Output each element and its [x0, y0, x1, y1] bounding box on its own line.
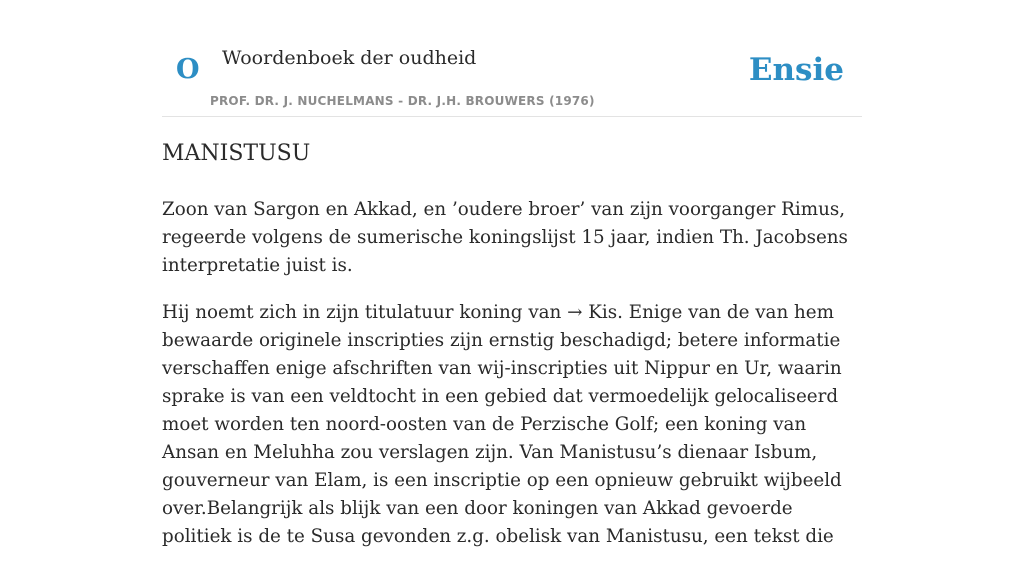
entry-paragraph — [162, 196, 862, 280]
kis-cross-reference-link[interactable]: → Kis — [567, 302, 618, 323]
paragraph-text: Zoon van Sargon en Akkad, en ’oudere broer’ van zijn voorganger Rimus, regeerde volgens de sumerische koningslijst 15 jaar, indien Th. Jacobsens interpretatie juist is. — [162, 199, 848, 276]
paragraph-text: Hij noemt zich in zijn titulatuur koning van — [162, 302, 568, 323]
book-authors: PROF. DR. J. NUCHELMANS - DR. J.H. BROUWERS (1976) — [210, 94, 595, 108]
paragraph-text: . Enige van de van hem bewaarde originele inscripties zijn ernstig beschadigd; betere informatie verschaffen enige afschriften van wij-inscripties uit Nippur en Ur, waarin sprake is van een veldtocht in een gebied dat vermoedelijk gelocaliseerd moet worden ten noord-oosten van de Perzische Golf; een koning van Ansan en Meluhha zou verslagen zijn. Van Manistusu’s dienaar Isbum, gouverneur van Elam, is een inscriptie op een opnieuw gebruikt wijbeeld over.Belangrijk als blijk van een door koningen van Akkad gevoerde politiek is de te Susa gevonden z.g. obelisk van Manistusu, een tekst die — [162, 302, 842, 547]
entry-title: MANISTUSU — [162, 141, 311, 166]
book-header — [162, 0, 862, 117]
book-title[interactable]: Woordenboek der oudheid — [222, 47, 477, 69]
ensie-logo[interactable]: Ensie — [748, 52, 844, 88]
letter-index-link[interactable]: O — [176, 54, 200, 85]
entry-paragraph — [162, 299, 862, 551]
entry-content — [162, 136, 862, 570]
